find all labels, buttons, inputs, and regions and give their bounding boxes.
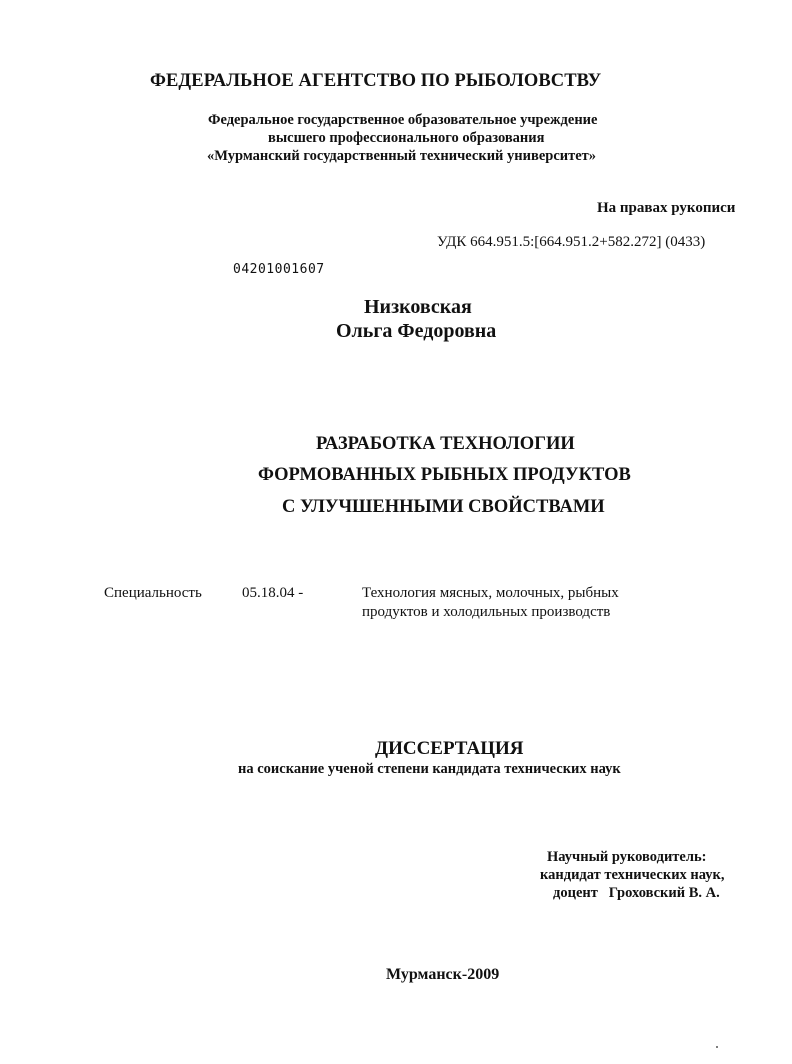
manuscript-rights: На правах рукописи bbox=[597, 200, 736, 216]
author-name: Ольга Федоровна bbox=[336, 320, 497, 342]
dissertation-subtitle: на соискание ученой степени кандидата технических наук bbox=[238, 761, 621, 777]
specialty-description-line-2: продуктов и холодильных производств bbox=[362, 604, 611, 620]
scan-speck bbox=[716, 1046, 718, 1048]
specialty-label: Специальность bbox=[104, 585, 202, 601]
specialty-code: 05.18.04 - bbox=[242, 585, 304, 601]
specialty-description-line-1: Технология мясных, молочных, рыбных bbox=[362, 585, 619, 601]
supervisor-degree: кандидат технических наук, bbox=[540, 867, 725, 883]
registration-code: 04201001607 bbox=[233, 262, 325, 277]
author-surname: Низковская bbox=[364, 296, 472, 318]
udk-code: УДК 664.951.5:[664.951.2+582.272] (0433) bbox=[437, 234, 706, 250]
thesis-title-line-2: ФОРМОВАННЫХ РЫБНЫХ ПРОДУКТОВ bbox=[258, 465, 631, 485]
institution-line-1: Федеральное государственное образовательное учреждение bbox=[208, 112, 598, 128]
agency-name: ФЕДЕРАЛЬНОЕ АГЕНТСТВО ПО РЫБОЛОВСТВУ bbox=[150, 71, 602, 91]
thesis-title-line-3: С УЛУЧШЕННЫМИ СВОЙСТВАМИ bbox=[282, 497, 605, 517]
dissertation-heading: ДИССЕРТАЦИЯ bbox=[375, 738, 524, 759]
institution-line-3: «Мурманский государственный технический университет» bbox=[207, 148, 597, 164]
thesis-title-line-1: РАЗРАБОТКА ТЕХНОЛОГИИ bbox=[316, 434, 575, 454]
city-year: Мурманск-2009 bbox=[386, 966, 500, 983]
institution-line-2: высшего профессионального образования bbox=[268, 130, 545, 146]
supervisor-name: доцент Гроховский В. А. bbox=[553, 885, 720, 901]
supervisor-label: Научный руководитель: bbox=[547, 849, 707, 865]
